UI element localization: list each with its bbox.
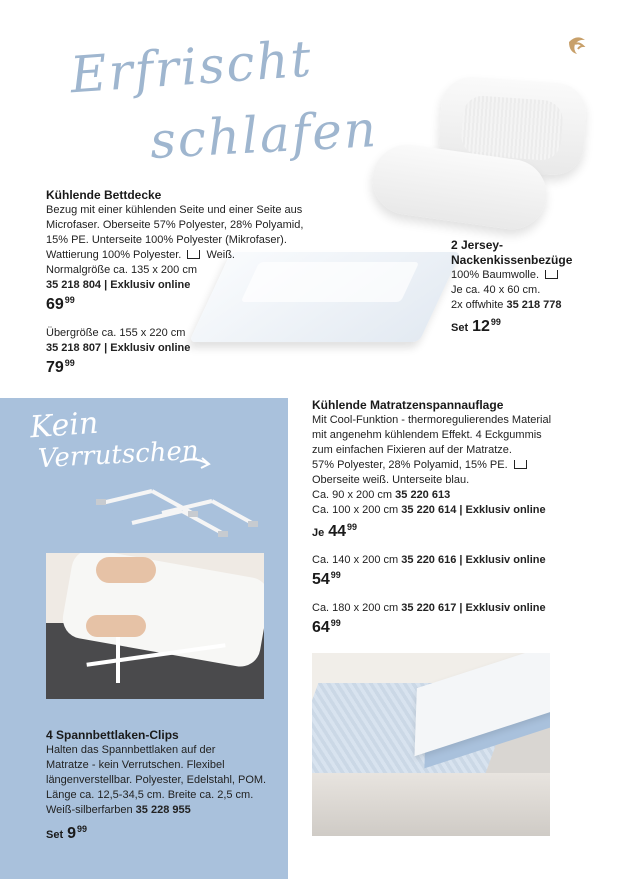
matratzen-v1-artno: 35 220 613 <box>395 489 451 501</box>
matratzen-v3-size: Ca. 140 x 200 cm <box>312 554 399 566</box>
nackenkissen-line2: Je ca. 40 x 60 cm. <box>451 284 541 296</box>
bettdecke-block <box>46 188 346 377</box>
nackenkissen-artno: 35 218 778 <box>506 299 562 311</box>
bettdecke-v2-price <box>46 358 75 377</box>
matratzen-v1 <box>312 488 612 503</box>
bettdecke-desc-1: Bezug mit einer kühlenden Seite und einer Seite aus <box>46 204 303 216</box>
bettdecke-title: Kühlende Bettdecke <box>46 188 162 202</box>
bettdecke-desc-3: 15% PE. Unterseite 100% Polyester (Mikrofaser). <box>46 234 287 246</box>
bettdecke-v2-price-main: 79 <box>46 359 64 376</box>
tchibo-bean-logo-icon <box>563 30 591 58</box>
bettdecke-desc-4: Wattierung 100% Polyester. <box>46 249 182 261</box>
matratzen-v4-price-main: 64 <box>312 619 330 636</box>
matratzen-desc-4: 57% Polyester, 28% Polyamid, 15% PE. <box>312 459 508 471</box>
clips-price-main: 9 <box>67 825 77 842</box>
matratzen-desc-2: mit angenehm kühlendem Effekt. 4 Eckgummis <box>312 429 542 441</box>
arrow-icon <box>178 452 214 472</box>
wash-symbol-icon <box>545 270 558 279</box>
mattress-topper-photo <box>312 653 550 836</box>
matratzen-desc-3: zum einfachen Fixieren auf der Matratze. <box>312 444 512 456</box>
matratzen-v3-price <box>312 570 341 589</box>
bettdecke-v1-price-main: 69 <box>46 296 64 313</box>
nackenkissen-price-cents: 99 <box>490 317 501 327</box>
bettdecke-v1-tag: | Exklusiv online <box>104 279 191 291</box>
headline-line-1: Erfrischt <box>68 29 315 105</box>
clips-price-prefix: Set <box>46 829 64 841</box>
nackenkissen-line3-prefix: 2x offwhite <box>451 299 504 311</box>
wash-symbol-icon <box>187 250 200 259</box>
bettdecke-desc-4-row <box>46 248 346 263</box>
matratzen-v12-price-prefix: Je <box>312 527 325 539</box>
matratzen-v4-size: Ca. 180 x 200 cm <box>312 602 399 614</box>
bettdecke-v2-size: Übergröße ca. 155 x 220 cm <box>46 327 186 339</box>
clips-desc-1: Halten das Spannbettlaken auf der <box>46 744 216 756</box>
bettdecke-variant2 <box>46 341 346 356</box>
clips-price <box>46 824 87 843</box>
matratzen-v3-price-main: 54 <box>312 571 330 588</box>
matratzen-v4 <box>312 601 612 616</box>
clips-block <box>46 728 286 843</box>
bettdecke-v2-price-cents: 99 <box>64 358 75 368</box>
badge-line-1: Kein <box>28 405 100 446</box>
wash-symbol-icon <box>514 460 527 469</box>
nackenkissen-line1: 100% Baumwolle. <box>451 269 540 281</box>
clips-image <box>92 483 272 548</box>
matratzen-v2-artno: 35 220 614 <box>401 504 457 516</box>
matratzen-v4-price-cents: 99 <box>330 618 341 628</box>
clips-artno: 35 228 955 <box>135 804 191 816</box>
bettdecke-desc-5: Normalgröße ca. 135 x 200 cm <box>46 264 198 276</box>
matratzen-desc-1: Mit Cool-Funktion - thermoregulierendes Material <box>312 414 552 426</box>
matratzen-v2 <box>312 503 612 518</box>
nackenkissen-title-1: 2 Jersey- <box>451 238 504 252</box>
bettdecke-v2-tag: | Exklusiv online <box>104 342 191 354</box>
matratzen-v12-price-main: 44 <box>328 523 347 540</box>
badge-line-2: Verrutschen <box>37 435 200 475</box>
matratzen-v3-artno: 35 220 616 <box>401 554 457 566</box>
clips-desc-2: Matratze - kein Verrutschen. Flexibel <box>46 759 225 771</box>
bettdecke-v1-price <box>46 295 75 314</box>
nackenkissen-title-2: Nackenkissenbezüge <box>451 253 573 267</box>
matratzen-desc-5: Oberseite weiß. Unterseite blau. <box>312 474 470 486</box>
matratzen-v1-size: Ca. 90 x 200 cm <box>312 489 393 501</box>
matratzen-v3-price-cents: 99 <box>330 570 341 580</box>
matratzen-v3-tag: | Exklusiv online <box>459 554 546 566</box>
headline-line-2: schlafen <box>148 100 380 170</box>
clips-price-cents: 99 <box>77 824 88 834</box>
matratzen-title: Kühlende Matratzenspannauflage <box>312 398 504 412</box>
clips-desc-4: Länge ca. 12,5-34,5 cm. Breite ca. 2,5 cm. <box>46 789 254 801</box>
nackenkissen-price <box>451 317 501 336</box>
matratzen-v4-tag: | Exklusiv online <box>459 602 546 614</box>
nackenkissen-line1-row <box>451 268 621 283</box>
clips-title: 4 Spannbettlaken-Clips <box>46 728 179 742</box>
matratzen-block <box>312 398 612 637</box>
bettdecke-v2-artno: 35 218 807 <box>46 342 102 354</box>
matratzen-v4-price <box>312 618 341 637</box>
matratzen-v2-size: Ca. 100 x 200 cm <box>312 504 399 516</box>
matratzen-v12-price <box>312 522 357 541</box>
nackenkissen-price-prefix: Set <box>451 322 469 334</box>
matratzen-v3 <box>312 553 612 568</box>
nackenkissen-block <box>451 238 621 336</box>
clips-photo <box>46 553 264 699</box>
bettdecke-v1-artno: 35 218 804 <box>46 279 102 291</box>
bettdecke-variant1 <box>46 278 346 293</box>
clips-color-prefix: Weiß-silberfarben <box>46 804 133 816</box>
matratzen-v12-price-cents: 99 <box>347 522 358 532</box>
bettdecke-v1-price-cents: 99 <box>64 295 75 305</box>
matratzen-v4-artno: 35 220 617 <box>401 602 457 614</box>
nackenkissen-line3 <box>451 298 621 313</box>
clips-desc-3: längenverstellbar. Polyester, Edelstahl, POM. <box>46 774 267 786</box>
matratzen-desc-4-row <box>312 458 612 473</box>
nackenkissen-price-main: 12 <box>472 318 490 335</box>
bettdecke-desc-2: Microfaser. Oberseite 57% Polyester, 28% Polyamid, <box>46 219 304 231</box>
matratzen-v2-tag: | Exklusiv online <box>459 504 546 516</box>
clips-color-row <box>46 803 286 818</box>
bettdecke-wash-note: Weiß. <box>206 249 235 261</box>
